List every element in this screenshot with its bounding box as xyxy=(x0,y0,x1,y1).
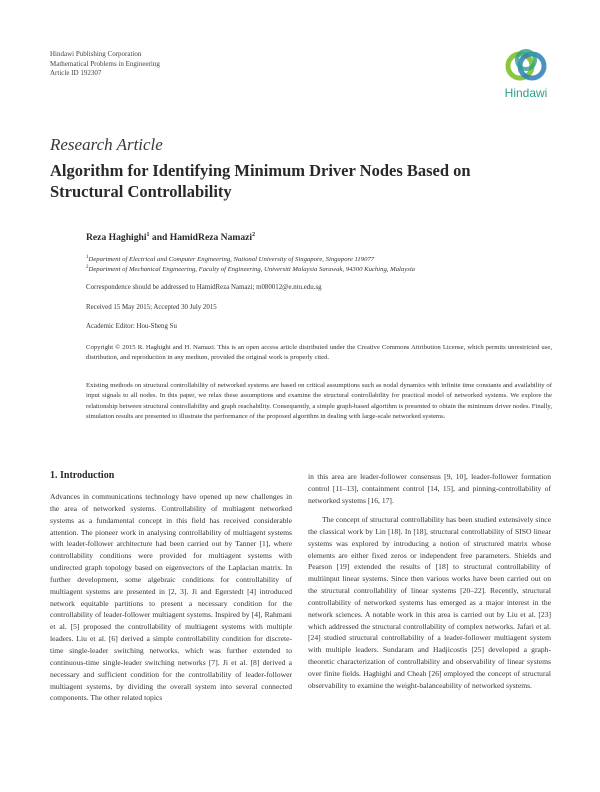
hindawi-logo[interactable] xyxy=(496,46,556,104)
received-dates: Received 15 May 2015; Accepted 30 July 2015 xyxy=(86,304,217,311)
affiliation-2-sup: 2 xyxy=(86,265,89,270)
affiliation-2 xyxy=(86,265,415,273)
copyright-notice: Copyright © 2015 R. Haghighi and H. Namazi. This is an open access article distributed under the Creative Commons Attribution License, which permits unrestricted use, distribution, and reproduction in any medium, provided the original work is properly cited. xyxy=(86,344,552,362)
publisher-name: Hindawi Publishing Corporation xyxy=(50,50,142,58)
academic-editor: Academic Editor: Hou-Sheng Su xyxy=(86,323,177,330)
intro-left-column: Advances in communications technology have opened up new challenges in the area of networked systems. Controllability of multiagent networked systems as a fundamental concept in this field has received considerable attention. The pioneer work in analysing controllability of multiagent systems with leader-follower architecture had been carried out by Tanner [1], where controllability conditions were provided for multiagent systems with undirected graph topology based on eigenvectors of the Laplacian matrix. In further development, some algebraic conditions for controllability of multiagent systems are presented in [2, 3]. Ji and Egerstedt [4] introduced network equitable partitions to present a necessary condition for the controllability of leader-follower multiagent systems. Inspired by [4], Rahmani et al. [5] proposed the controllability of multiagent systems with multiple leaders. Liu et al. [6] derived a simple controllability condition for discrete-time single-leader switching networks, which was further extended to continuous-time single-leader switching networks [7]. Ji et al. [8] derived a necessary and sufficient condition for the controllability of leader-follower multiagent systems, by dividing the overall system into several connected components. The other related topics xyxy=(50,492,292,703)
logo-text: Hindawi xyxy=(504,86,548,100)
abstract: Existing methods on structural controllability of networked systems are based on critical assumptions such as nodal dynamics with infinite time constants and availability of input signals to all nodes. In this paper, we relax these assumptions and examine the structural controllability for practical model of networked systems. We explore the relationship between structural controllability and graph reachability. Consequently, a simple graph-based algorithm is presented to obtain the minimum driver nodes. Finally, simulation results are presented to illustrate the performance of the proposed algorithm in dealing with large-scale networked systems. xyxy=(86,382,552,421)
author-2-sup: 2 xyxy=(252,232,256,238)
affiliation-1-sup: 1 xyxy=(86,255,89,260)
article-type: Research Article xyxy=(50,135,163,154)
author-1-sup: 1 xyxy=(146,232,150,238)
author-1[interactable]: Reza Haghighi xyxy=(86,232,147,244)
article-title: Algorithm for Identifying Minimum Driver Nodes Based on Structural Controllability xyxy=(50,161,471,201)
author-2[interactable]: HamidReza Namazi xyxy=(169,232,253,244)
journal-name: Mathematical Problems in Engineering xyxy=(50,59,160,68)
affiliation-1-text: Department of Electrical and Computer Engineering, National University of Singapore, Singapore 119077 xyxy=(88,256,375,264)
section-title: 1. Introduction xyxy=(50,470,115,481)
intro-right-paragraph-1: in this area are leader-follower consensus [9, 10], leader-follower formation control [11–13], containment control [14, 15], and pinning-controllability of networked systems [16, 17]. xyxy=(308,472,551,505)
intro-right-paragraph-2: The concept of structural controllability has been studied extensively since the classical work by Lin [18]. In [18], structural controllability of SISO linear systems was explored by introducing a notion of structured matrix whose elements are either fixed zeros or independent free parameters. Shields and Pearson [19] extended the results of [18] to structural controllability of multiinput linear systems. Since then various works have been carried out on the structural controllability of linear systems [20–22]. Recently, structural controllability of networked systems has emerged as a major interest in the network sciences. A notable work in this area is carried out by Liu et al. [23] which addressed the structural controllability of complex networks. Jafari et al. [24] studied structural controllability of a leader-follower multiagent system with multiple leaders. Sundaram and Hadjicostis [25] developed a graph-theoretic characterization of controllability and observability of linear systems over finite fields. Haghighi and Cheah [26] employed the concept of structural observability to examine the weight-balanceability of networked systems. xyxy=(308,515,551,690)
article-id: Article ID 192307 xyxy=(50,69,102,77)
affiliation-2-text: Department of Mechanical Engineering, Faculty of Engineering, Universiti Malaysia Sarawak, 94300 Kuching, Malaysia xyxy=(88,266,416,274)
publisher-block xyxy=(50,50,160,79)
author-and: and xyxy=(149,232,170,244)
author-line xyxy=(86,232,255,243)
affiliation-1 xyxy=(86,255,374,263)
correspondence: Correspondence should be addressed to HamidReza Namazi; m080012@e.ntu.edu.sg xyxy=(86,284,322,291)
hindawi-logo-icon xyxy=(496,46,556,86)
